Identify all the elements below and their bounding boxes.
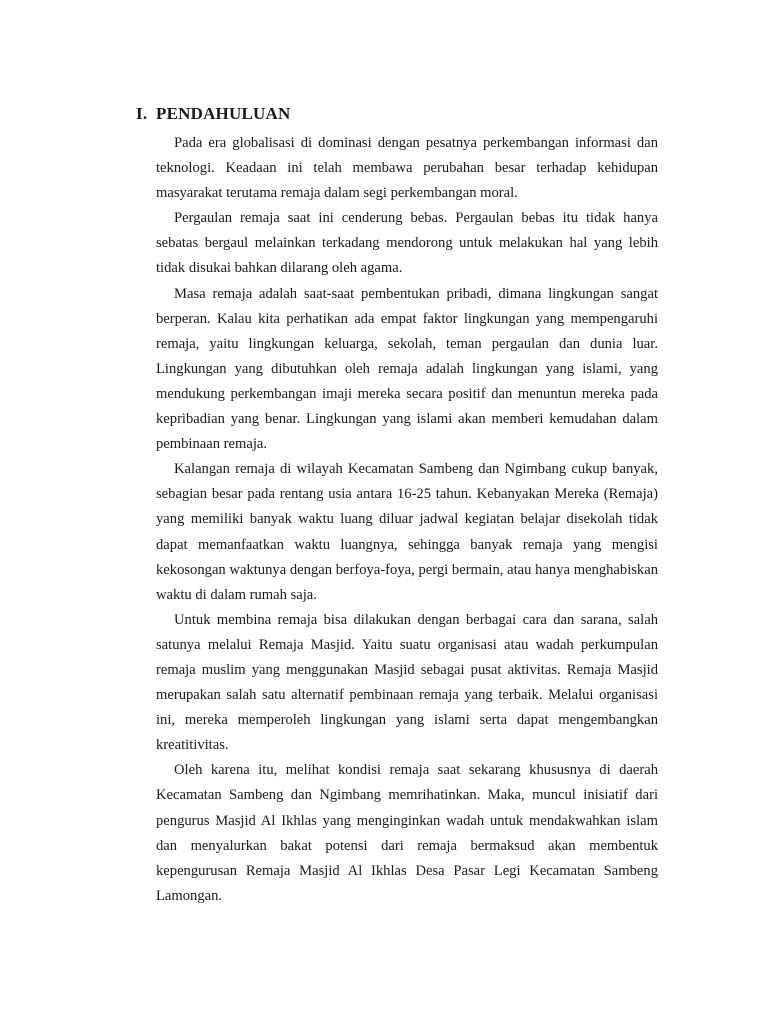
paragraph: Masa remaja adalah saat-saat pembentukan pribadi, dimana lingkungan sangat berperan. Kalau kita perhatikan ada empat faktor lingkungan yang mempengaruhi remaja, yaitu lingkungan keluarga, sekolah, teman pergaulan dan dunia luar. Lingkungan yang dibutuhkan oleh remaja adalah lingkungan yang islami, yang mendukung perkembangan imaji mereka secara positif dan menuntun mereka pada kepribadian yang benar. Lingkungan yang islami akan memberi kemudahan dalam pembinaan remaja. bbox=[156, 285, 658, 453]
paragraph: Pergaulan remaja saat ini cenderung bebas. Pergaulan bebas itu tidak hanya sebatas bergaul melainkan terkadang mendorong untuk melakukan hal yang lebih tidak disukai bahkan dilarang oleh agama. bbox=[156, 210, 658, 277]
section-title: PENDAHULUAN bbox=[156, 104, 291, 123]
paragraph: Pada era globalisasi di dominasi dengan pesatnya perkembangan informasi dan teknologi. Keadaan ini telah membawa perubahan besar terhadap kehidupan masyarakat terutama remaja dalam segi perkembangan moral. bbox=[156, 135, 658, 202]
paragraph: Kalangan remaja di wilayah Kecamatan Sambeng dan Ngimbang cukup banyak, sebagian besar pada rentang usia antara 16-25 tahun. Kebanyakan Mereka (Remaja) yang memiliki banyak waktu luang diluar jadwal kegiatan belajar disekolah tidak dapat memanfaatkan waktu luangnya, sehingga banyak remaja yang mengisi kekosongan waktunya dengan berfoya-foya, pergi bermain, atau hanya menghabiskan waktu di dalam rumah saja. bbox=[156, 461, 658, 603]
section-number: I. bbox=[136, 104, 148, 123]
paragraph: Untuk membina remaja bisa dilakukan dengan berbagai cara dan sarana, salah satunya melalui Remaja Masjid. Yaitu suatu organisasi atau wadah perkumpulan remaja muslim yang menggunakan Masjid sebagai pusat aktivitas. Remaja Masjid merupakan salah satu alternatif pembinaan remaja yang terbaik. Melalui organisasi ini, mereka memperoleh lingkungan yang islami serta dapat mengembangkan kreatitivitas. bbox=[156, 611, 658, 754]
paragraph: Oleh karena itu, melihat kondisi remaja saat sekarang khususnya di daerah Kecamatan Sambeng dan Ngimbang memrihatinkan. Maka, muncul inisiatif dari pengurus Masjid Al Ikhlas yang menginginkan wadah untuk mendakwahkan islam dan menyalurkan bakat potensi dari remaja bermaksud akan membentuk kepengurusan Remaja Masjid Al Ikhlas Desa Pasar Legi Kecamatan Sambeng Lamongan. bbox=[156, 762, 658, 904]
section-body bbox=[156, 131, 658, 909]
section-heading bbox=[136, 104, 290, 124]
